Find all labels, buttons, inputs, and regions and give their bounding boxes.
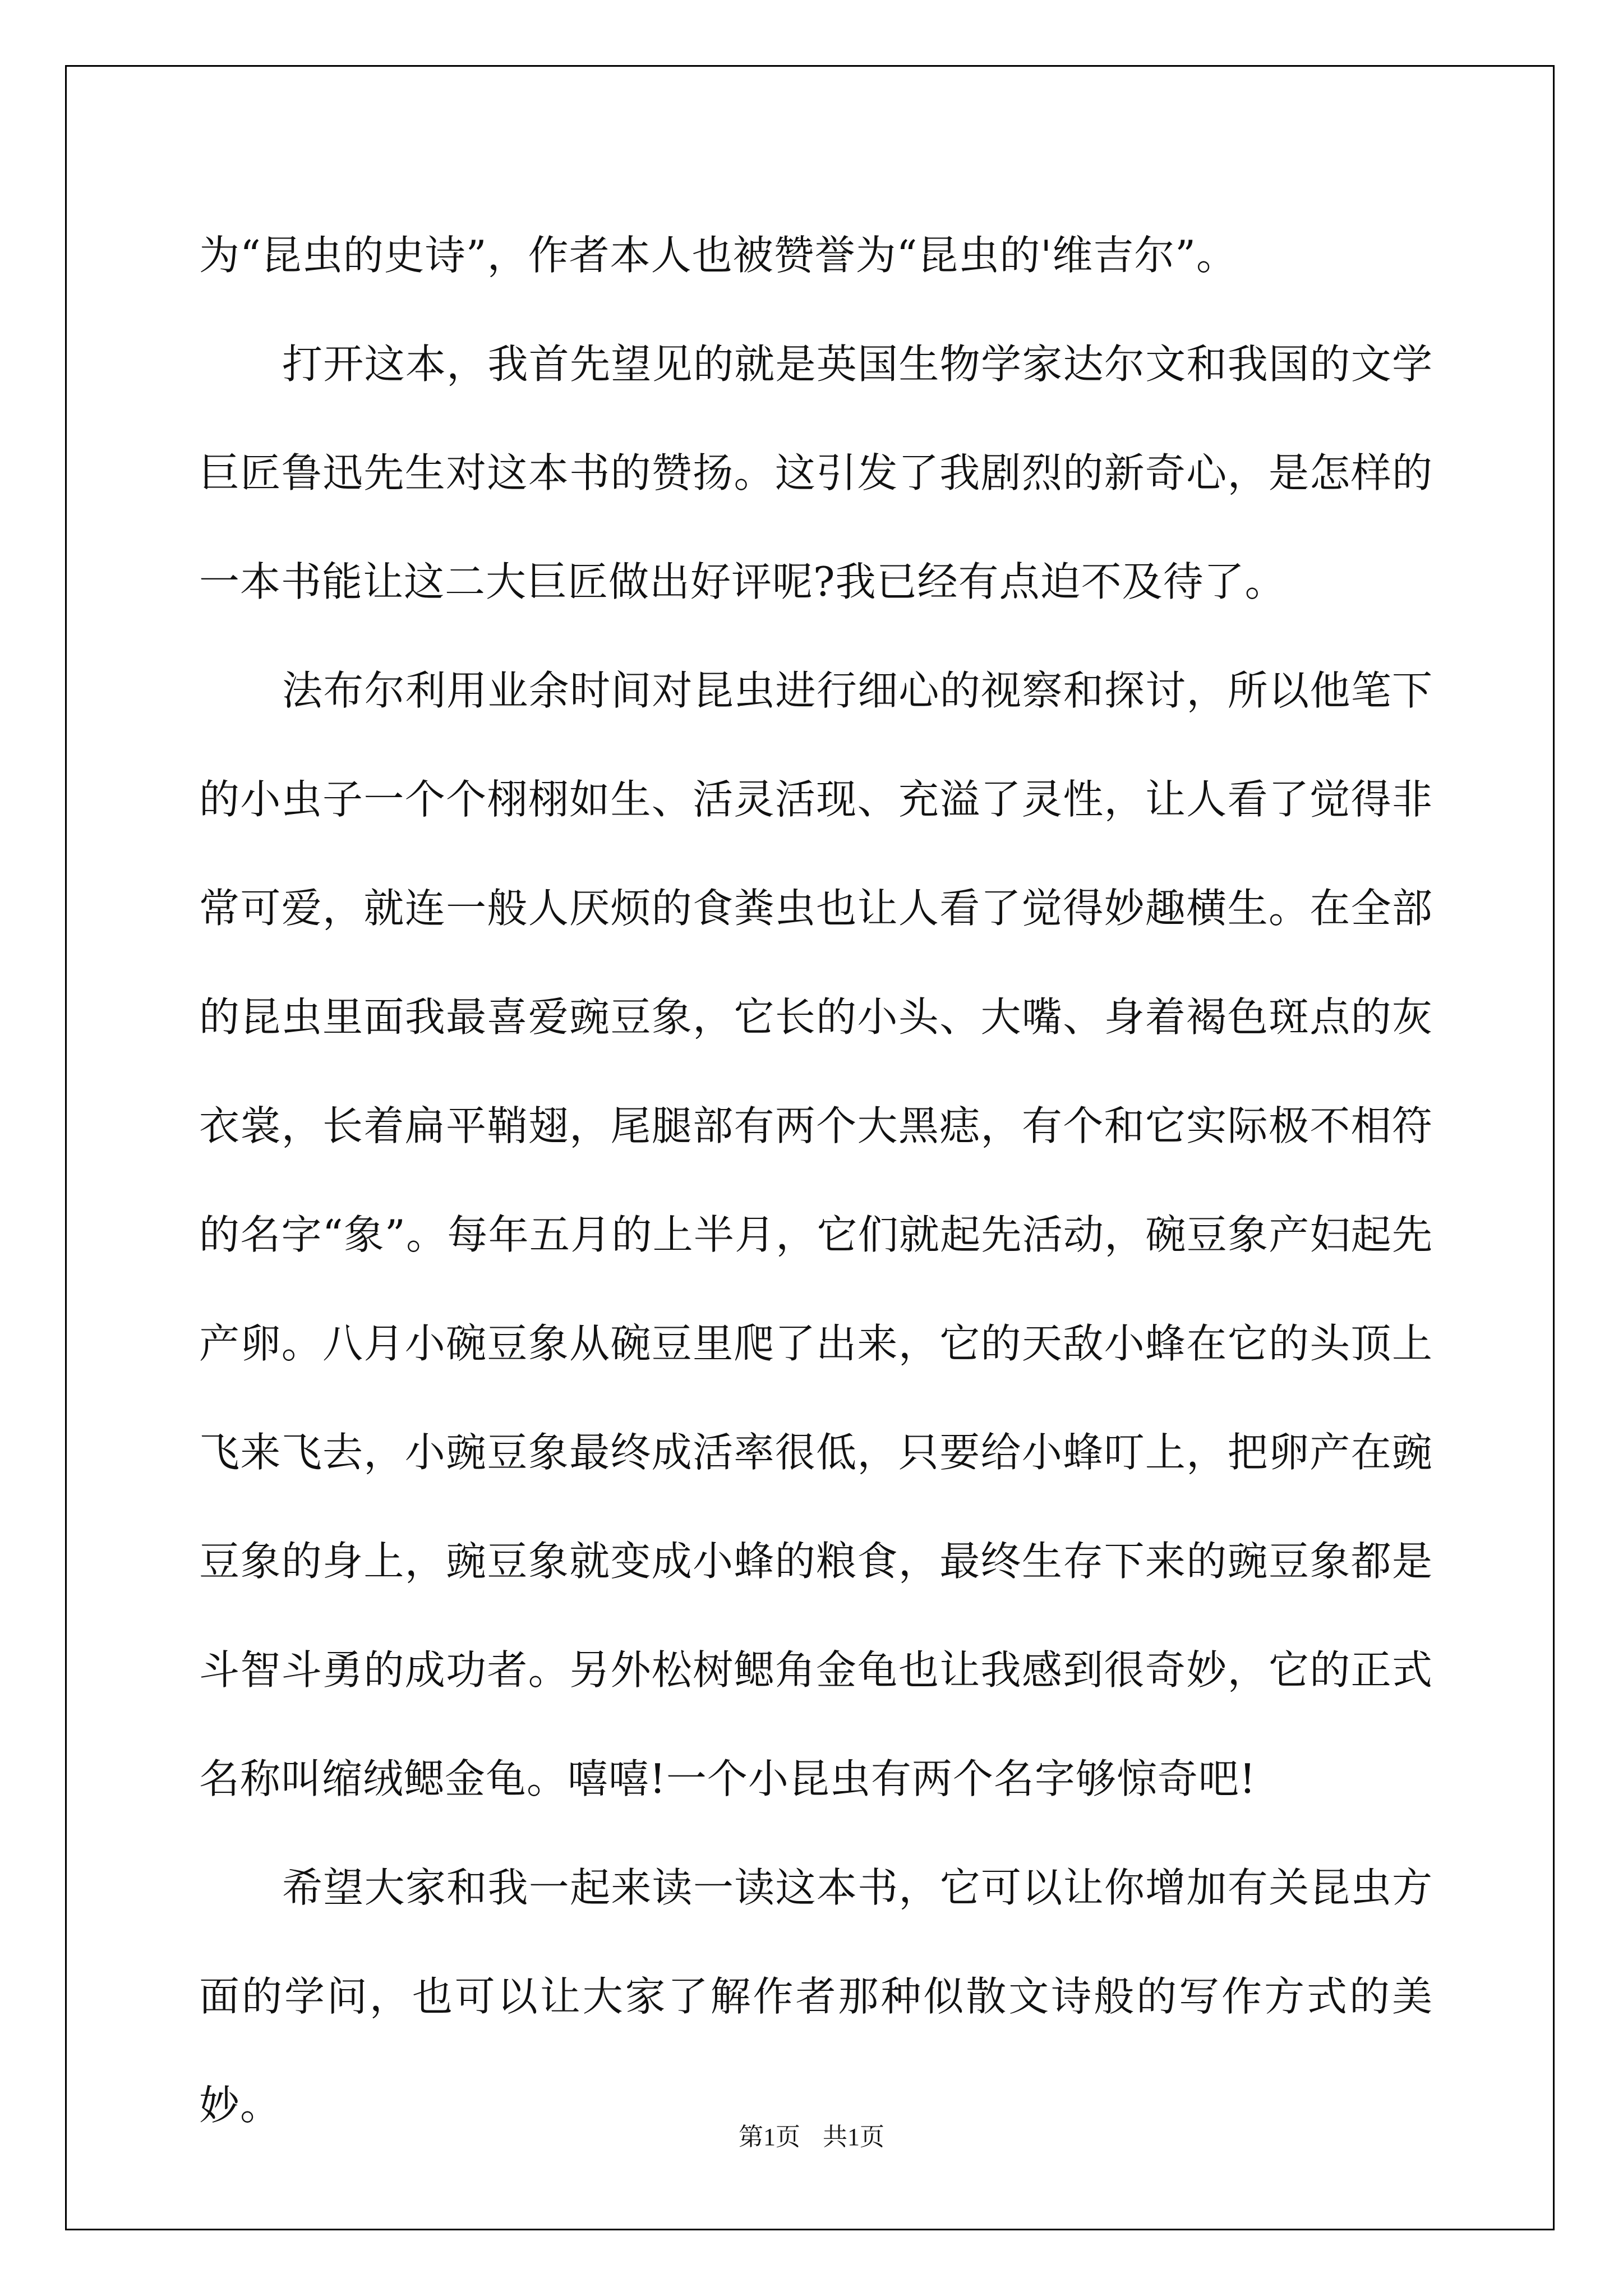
- page-footer: [0, 2120, 1623, 2154]
- page-number: 第1页: [739, 2123, 800, 2151]
- document-body: [199, 201, 1433, 2160]
- paragraph-1: 为“昆虫的史诗”，作者本人也被赞誉为“昆虫的'维吉尔”。: [199, 232, 1238, 279]
- paragraph-2: 打开这本，我首先望见的就是英国生物学家达尔文和我国的文学巨匠鲁迅先生对这本书的赞扬。这引发了我剧烈的新奇心，是怎样的一本书能让这二大巨匠做出好评呢?我已经有点迫不及待了。: [199, 341, 1433, 605]
- paragraph-4: 希望大家和我一起来读一读这本书，它可以让你增加有关昆虫方面的学问，也可以让大家了解作者那种似散文诗般的写作方式的美妙。: [199, 1864, 1433, 2129]
- paragraph-3: 法布尔利用业余时间对昆虫进行细心的视察和探讨，所以他笔下的小虫子一个个栩栩如生、活灵活现、充溢了灵性，让人看了觉得非常可爱，就连一般人厌烦的食粪虫也让人看了觉得妙趣横生。在全部的昆虫里面我最喜爱豌豆象，它长的小头、大嘴、身着褐色斑点的灰衣裳，长着扁平鞘翅，尾腿部有两个大黑痣，有个和它实际极不相符的名字“象”。每年五月的上半月，它们就起先活动，碗豆象产妇起先产卵。八月小碗豆象从碗豆里爬了出来，它的天敌小蜂在它的头顶上飞来飞去，小豌豆象最终成活率很低，只要给小蜂叮上，把卵产在豌豆象的身上，豌豆象就变成小蜂的粮食，最终生存下来的豌豆象都是斗智斗勇的成功者。另外松树鳃角金龟也让我感到很奇妙，它的正式名称叫缩绒鳃金龟。嘻嘻!一个小昆虫有两个名字够惊奇吧!: [199, 667, 1433, 1802]
- page-count: 共1页: [823, 2123, 884, 2151]
